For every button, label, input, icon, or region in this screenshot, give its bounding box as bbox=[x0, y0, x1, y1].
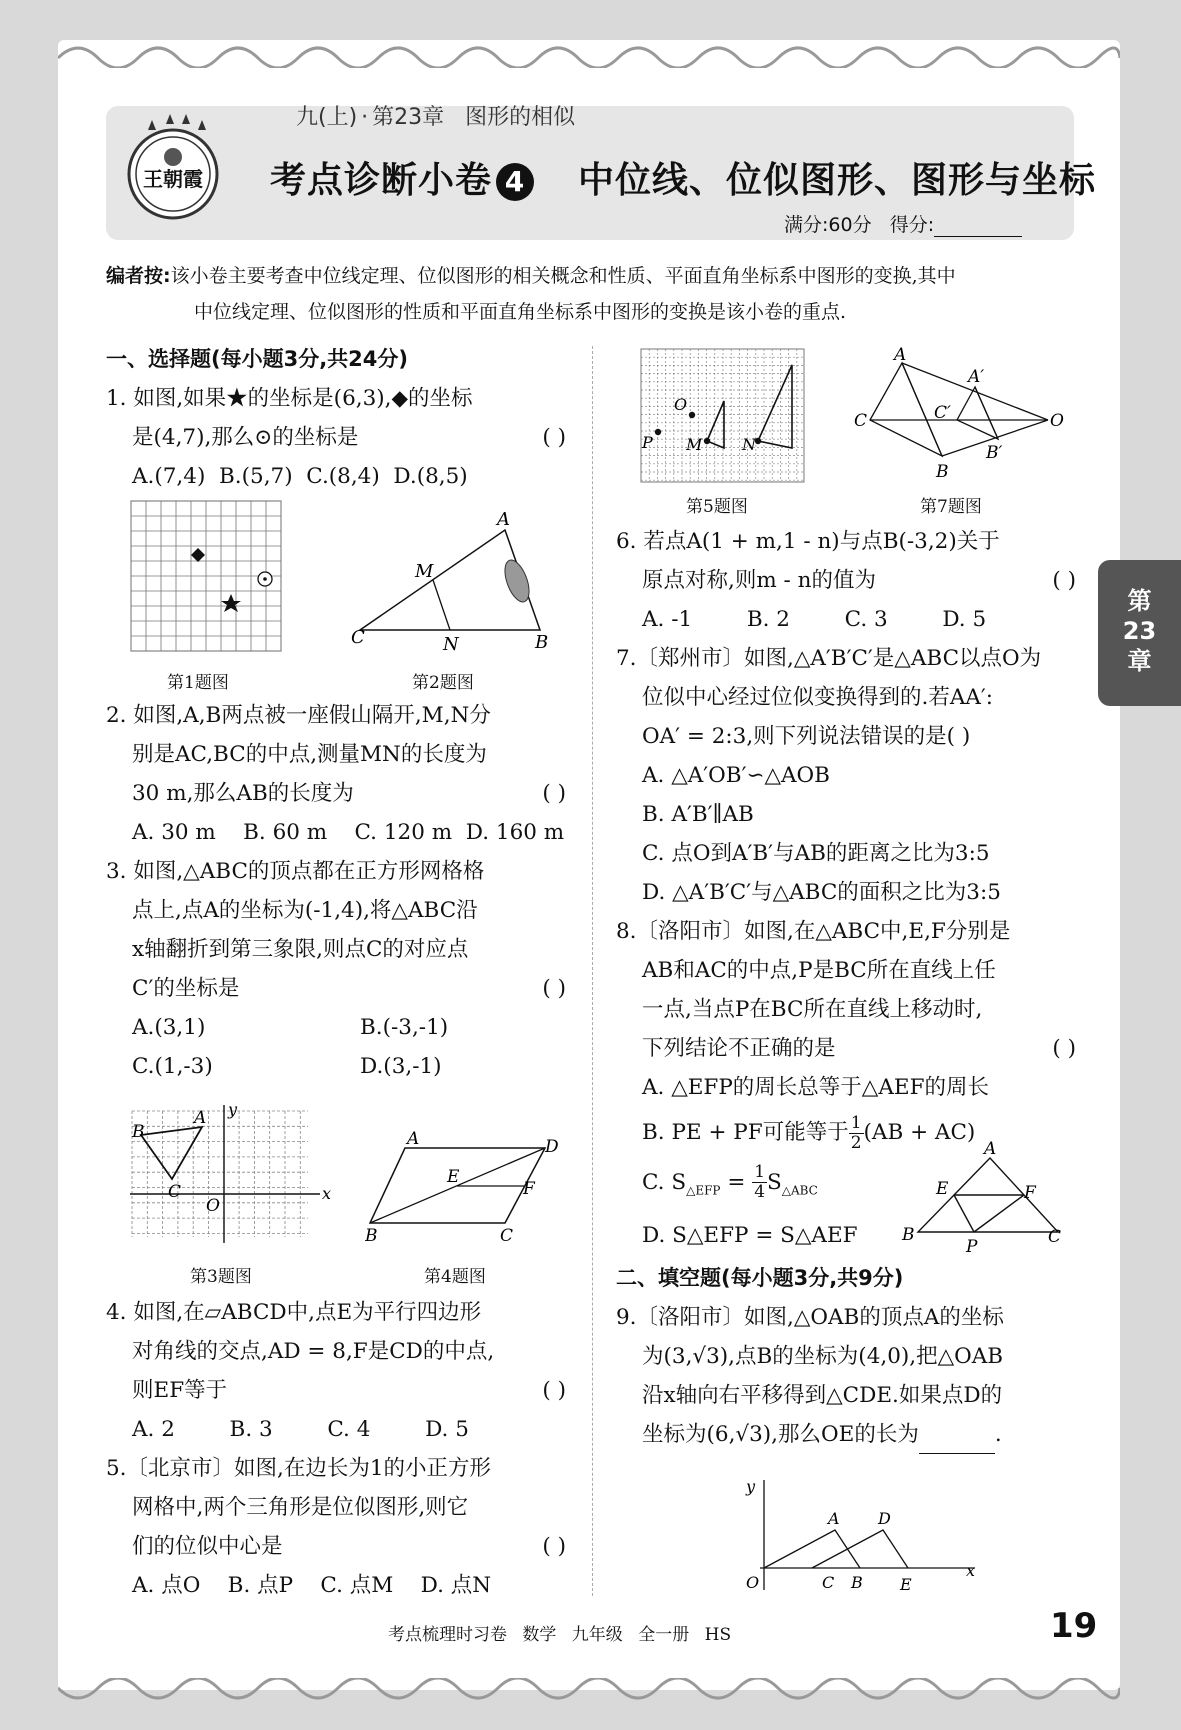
svg-text:M: M bbox=[415, 561, 434, 582]
diamond-icon bbox=[191, 548, 205, 562]
svg-text:D: D bbox=[545, 1137, 559, 1157]
svg-text:A: A bbox=[194, 1108, 207, 1128]
svg-text:A: A bbox=[828, 1509, 840, 1528]
figure-9-coordinate bbox=[730, 1478, 980, 1593]
svg-text:P: P bbox=[642, 433, 653, 452]
svg-text:B: B bbox=[936, 462, 949, 482]
page-title: 考点诊断小卷 4 中位线、位似图形、图形与坐标 bbox=[270, 160, 1097, 201]
figure-1-grid bbox=[130, 500, 285, 660]
svg-text:王朝霞: 王朝霞 bbox=[143, 167, 203, 191]
svg-text:O: O bbox=[1050, 411, 1064, 431]
svg-text:O: O bbox=[674, 395, 688, 414]
figure-3-caption: 第3题图 bbox=[190, 1267, 252, 1287]
svg-text:C: C bbox=[1048, 1227, 1062, 1247]
figure-4-parallelogram bbox=[365, 1128, 565, 1248]
svg-text:B: B bbox=[902, 1225, 915, 1245]
section-choice-title: 一、选择题(每小题3分,共24分) bbox=[106, 347, 409, 371]
svg-text:B: B bbox=[132, 1122, 145, 1142]
figure-4-caption: 第4题图 bbox=[424, 1267, 486, 1287]
question-7: 7.〔郑州市〕如图,△A′B′C′是△ABC以点O为 位似中心经过位似变换得到的.若AA′: OA′ = 2:3,则下列说法错误的是( ) A. △A′OB′∽△AOB B. A′B′∥AB C. 点O到A′B′与AB的距离之比为3:5 D. △A′B′C′与△ABC的面积之比为3:5 bbox=[616, 646, 1042, 905]
svg-text:C: C bbox=[351, 627, 365, 648]
left-column-2 bbox=[106, 696, 566, 1086]
figure-2-caption: 第2题图 bbox=[412, 673, 474, 693]
svg-text:M: M bbox=[686, 435, 703, 454]
question-4: 4. 如图,在▱ABCD中,点E为平行四边形 对角线的交点,AD = 8,F是CD的中点, 则EF等于 ( ) A. 2 B. 3 C. 4 D. 5 bbox=[106, 1300, 566, 1442]
figure-8-triangle bbox=[898, 1140, 1068, 1255]
svg-text:N: N bbox=[443, 634, 459, 655]
svg-text:A′: A′ bbox=[968, 367, 985, 387]
bottom-wave-border bbox=[58, 1678, 1120, 1718]
svg-text:A: A bbox=[984, 1140, 997, 1159]
svg-text:P: P bbox=[966, 1237, 978, 1255]
question-9: 9.〔洛阳市〕如图,△OAB的顶点A的坐标 为(3,√3),点B的坐标为(4,0),把△OAB 沿x轴向右平移得到△CDE.如果点D的 坐标为(6,√3),那么OE的长为 . bbox=[616, 1298, 1076, 1454]
svg-text:B: B bbox=[851, 1573, 863, 1592]
svg-text:y: y bbox=[228, 1105, 238, 1119]
svg-text:F: F bbox=[523, 1179, 535, 1199]
svg-text:D: D bbox=[878, 1509, 891, 1528]
question-1: 1. 如图,如果★的坐标是(6,3),◆的坐标 是(4,7),那么⊙的坐标是 ( ) A.(7,4) B.(5,7) C.(8,4) D.(8,5) bbox=[106, 386, 566, 489]
section-fill-title: 二、填空题(每小题3分,共9分) bbox=[616, 1265, 904, 1290]
svg-text:x: x bbox=[322, 1184, 332, 1203]
editor-note: 编者按:该小卷主要考查中位线定理、位似图形的相关概念和性质、平面直角坐标系中图形的变换,其中 中位线定理、位似图形的性质和平面直角坐标系中图形的变换是该小卷的重点. bbox=[106, 265, 956, 323]
figure-2 bbox=[345, 505, 565, 655]
figure-3-coordinate-grid bbox=[130, 1105, 340, 1245]
svg-text:E: E bbox=[447, 1167, 460, 1187]
top-wave-border bbox=[58, 28, 1120, 68]
figure-5-grid bbox=[640, 348, 810, 488]
svg-text:C: C bbox=[822, 1573, 835, 1592]
svg-text:F: F bbox=[1024, 1183, 1036, 1203]
svg-text:E: E bbox=[900, 1575, 912, 1593]
page-number: 19 bbox=[1050, 1606, 1098, 1646]
svg-text:O: O bbox=[206, 1196, 220, 1216]
score-line: 满分:60分 得分: bbox=[784, 210, 1022, 237]
figure-7-caption: 第7题图 bbox=[920, 497, 982, 517]
left-column-3 bbox=[106, 1293, 566, 1605]
question-2: 2. 如图,A,B两点被一座假山隔开,M,N分 别是AC,BC的中点,测量MN的长度为 30 m,那么AB的长度为 ( ) A. 30 m B. 60 m C. 120 m D. 160 m bbox=[106, 703, 566, 845]
question-5: 5.〔北京市〕如图,在边长为1的小正方形 网格中,两个三角形是位似图形,则它 们的位似中心是 ( ) A. 点O B. 点P C. 点M D. 点N bbox=[106, 1456, 566, 1598]
right-column bbox=[616, 522, 1076, 1454]
svg-text:C: C bbox=[168, 1182, 182, 1202]
svg-text:N: N bbox=[742, 435, 756, 454]
star-icon bbox=[221, 594, 241, 612]
svg-text:A: A bbox=[407, 1129, 420, 1149]
left-column bbox=[106, 340, 566, 496]
svg-text:x: x bbox=[966, 1561, 976, 1580]
svg-text:A: A bbox=[894, 346, 907, 365]
question-3: 3. 如图,△ABC的顶点都在正方形网格格 点上,点A的坐标为(-1,4),将△ABC沿 x轴翻折到第三象限,则点C的对应点 C′的坐标是 ( ) A.(3,1) B.(-3,-1) C.(1,-3) D.(3,-1) bbox=[106, 859, 566, 1079]
svg-text:O: O bbox=[746, 1573, 760, 1592]
svg-text:C′: C′ bbox=[934, 403, 951, 423]
svg-text:y: y bbox=[746, 1478, 756, 1496]
svg-text:E: E bbox=[936, 1179, 949, 1199]
question-6: 6. 若点A(1 + m,1 - n)与点B(-3,2)关于 原点对称,则m - n的值为 ( ) A. -1 B. 2 C. 3 D. 5 bbox=[616, 529, 1076, 632]
svg-text:B: B bbox=[535, 632, 549, 653]
svg-text:B′: B′ bbox=[986, 443, 1003, 463]
svg-text:A: A bbox=[497, 509, 510, 530]
footer-book-info: 考点梳理时习卷 数学 九年级 全一册 HS bbox=[388, 1625, 732, 1645]
figure-1-caption: 第1题图 bbox=[167, 673, 229, 693]
publisher-logo-icon bbox=[118, 112, 228, 222]
figure-5-caption: 第5题图 bbox=[686, 497, 748, 517]
svg-text:C: C bbox=[854, 411, 868, 431]
column-divider bbox=[592, 346, 593, 1596]
figure-7 bbox=[850, 346, 1070, 486]
question-8: 8.〔洛阳市〕如图,在△ABC中,E,F分别是 AB和AC的中点,P是BC所在直线上任 一点,当点P在BC所在直线上移动时, 下列结论不正确的是 ( ) A. △EFP的周长总等于△AEF的周长 B. PE + PF可能等于 $\frac{1}{2}$ (AB + AC) C. $S_{\triangle EFP}$ = $\frac{1}{4}$ $S_{\triangle ABC}$ D. S△EFP = S△AEF bbox=[616, 919, 1076, 1248]
chapter-breadcrumb: 九(上) · 第23章 图形的相似 bbox=[296, 105, 576, 130]
svg-text:B: B bbox=[365, 1226, 378, 1246]
svg-text:C: C bbox=[500, 1226, 514, 1246]
chapter-side-tab: 第 23 章 bbox=[1098, 560, 1181, 706]
